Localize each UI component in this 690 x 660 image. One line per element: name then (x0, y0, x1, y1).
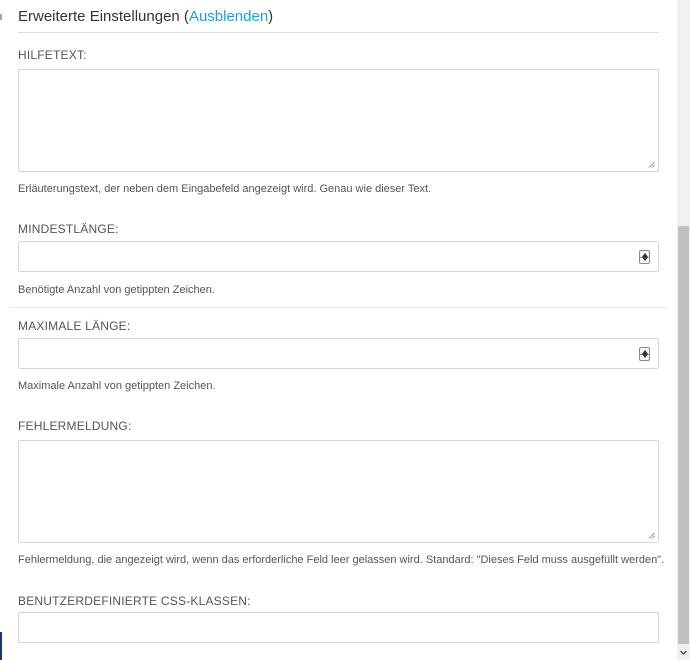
paren-open: ( (179, 8, 189, 25)
advanced-settings-header (18, 8, 659, 33)
left-edge-accent (0, 632, 2, 660)
resize-grip-icon[interactable] (648, 532, 655, 539)
max-length-hint: Maximale Anzahl von getippten Zeichen. (18, 380, 216, 392)
error-message-textarea[interactable] (18, 440, 659, 543)
min-length-label: MINDESTLÄNGE: (18, 222, 119, 236)
max-length-input[interactable] (18, 338, 659, 369)
error-message-label: FEHLERMELDUNG: (18, 419, 132, 433)
help-text-textarea[interactable] (18, 69, 659, 172)
number-spinner-icon[interactable] (639, 347, 650, 361)
help-text-label: HILFETEXT: (18, 48, 87, 62)
css-classes-label: BENUTZERDEFINIERTE CSS-KLASSEN: (18, 594, 251, 608)
css-classes-input[interactable] (18, 612, 659, 643)
number-spinner-icon[interactable] (639, 250, 650, 264)
resize-grip-icon[interactable] (648, 161, 655, 168)
min-length-hint: Benötigte Anzahl von getippten Zeichen. (18, 284, 215, 296)
section-title: Erweiterte Einstellungen (18, 8, 180, 25)
error-message-hint: Fehlermeldung, die angezeigt wird, wenn das erforderliche Feld leer gelassen wird. Standard: "Dieses Feld muss ausgefüllt werden". (18, 554, 665, 566)
paren-close: ) (268, 8, 274, 25)
spinner-down-icon[interactable] (642, 257, 648, 261)
hide-toggle-link[interactable]: Ausblenden (188, 8, 269, 25)
help-text-hint: Erläuterungstext, der neben dem Eingabefeld angezeigt wird. Genau wie dieser Text. (18, 183, 432, 195)
spinner-down-icon[interactable] (642, 354, 648, 358)
min-length-input[interactable] (18, 241, 659, 272)
max-length-label: MAXIMALE LÄNGE: (18, 319, 131, 333)
section-divider (10, 307, 668, 308)
chevron-down-icon[interactable] (679, 648, 688, 657)
left-edge-marker (0, 14, 2, 20)
scrollbar-thumb[interactable] (678, 226, 689, 644)
